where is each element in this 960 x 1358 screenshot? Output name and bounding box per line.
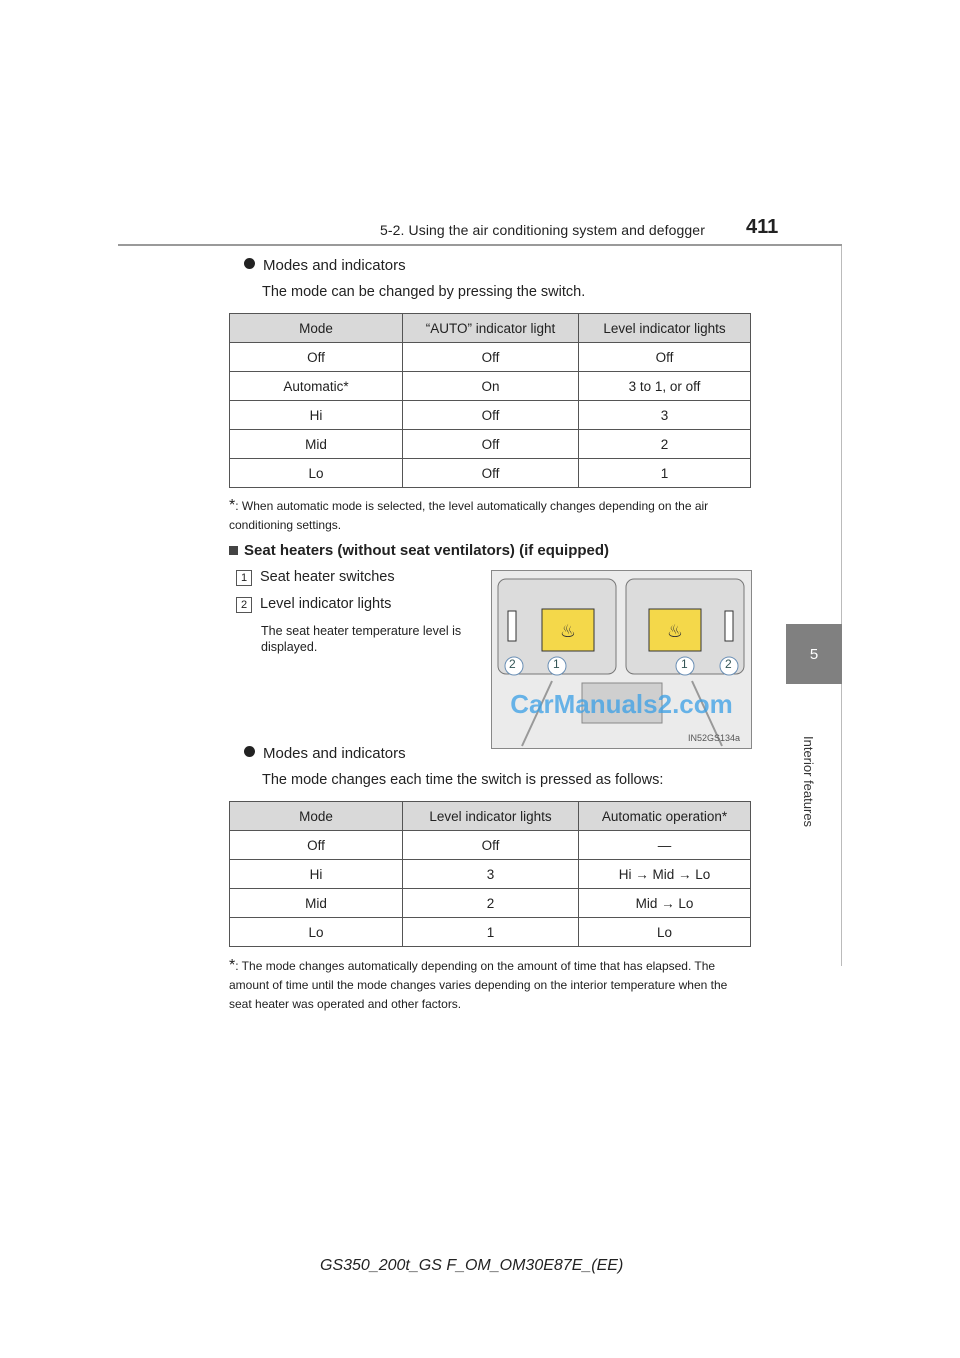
table-cell: Off [403,459,579,488]
table-cell: 3 to 1, or off [579,372,751,401]
table-cell: Off [403,401,579,430]
table-cell: Hi → Mid → Lo [579,860,751,889]
table-cell: Off [230,831,403,860]
square-bullet-icon [229,546,238,555]
table-header-row [230,802,751,831]
item-label: Seat heater switches [260,569,395,585]
bullet-title: Modes and indicators [263,257,406,274]
table-row [230,430,751,459]
table-row [230,401,751,430]
item-level-description: The seat heater temperature level is displayed. [261,624,462,654]
header-rule [118,244,842,246]
footnote-mark: * [229,497,236,514]
table-cell: On [403,372,579,401]
illustration-code: IN52GS134a [688,733,741,743]
callout-label: 2 [509,657,516,671]
table-cell: Hi [230,401,403,430]
chapter-tab[interactable] [786,624,842,684]
table-cell: Mid [230,430,403,459]
callout-label: 1 [553,657,560,671]
callout-number: 2 [236,597,252,613]
watermark: CarManuals2.com [510,689,733,719]
side-divider [841,246,842,966]
heading-text: Seat heaters (without seat ventilators) (if equipped) [244,542,610,559]
table-cell: 1 [403,918,579,947]
footnote-1 [229,496,751,535]
table-header-row [230,314,751,343]
footnote-mark: * [229,957,236,974]
table-cell: Hi [230,860,403,889]
table-cell: Mid → Lo [579,889,751,918]
modes-table-2 [229,801,751,947]
svg-text:♨: ♨ [559,621,577,642]
modes-bullet-1 [244,257,406,274]
table-header: Level indicator lights [579,314,751,343]
item-label: Level indicator lights [260,596,392,612]
table-row [230,918,751,947]
table-cell: Lo [230,459,403,488]
callout-number: 1 [236,570,252,586]
footnote-text: : The mode changes automatically depending on the amount of time that has elapsed. The amount of time until the mode changes varies depending on the interior temperature when the seat heater was operated and other factors. [229,959,728,1011]
table-row [230,372,751,401]
table-cell: 3 [579,401,751,430]
table-row [230,860,751,889]
footnote-text: : When automatic mode is selected, the level automatically changes depending on the air conditioning settings. [229,499,709,532]
table-cell: Off [230,343,403,372]
callout-label: 2 [725,657,732,671]
table-header: Level indicator lights [403,802,579,831]
console-diagram [492,571,751,748]
table-header: “AUTO” indicator light [403,314,579,343]
item-level-indicator-lights [236,596,391,613]
callout-label: 1 [681,657,688,671]
table-cell: 3 [403,860,579,889]
modes-bullet-2 [244,745,406,762]
table-row [230,343,751,372]
chapter-label: Interior features [801,736,816,828]
table-cell: Off [403,831,579,860]
table-header: Automatic operation* [579,802,751,831]
table-row [230,889,751,918]
footnote-2 [229,956,751,1014]
modes-description-2: The mode changes each time the switch is pressed as follows: [262,772,664,788]
seat-heaters-heading [229,542,609,559]
table-row [230,831,751,860]
table-cell: Off [403,430,579,459]
page-number: 411 [746,216,779,238]
item-seat-heater-switches [236,569,395,586]
svg-text:♨: ♨ [666,621,684,642]
table-cell: 2 [403,889,579,918]
chapter-number: 5 [809,645,819,663]
table-cell: Lo [579,918,751,947]
table-cell: 1 [579,459,751,488]
table-row [230,459,751,488]
modes-description-1: The mode can be changed by pressing the switch. [262,284,586,300]
table-cell: 2 [579,430,751,459]
table-cell: Automatic* [230,372,403,401]
modes-table-1 [229,313,751,488]
table-cell: Lo [230,918,403,947]
table-cell: — [579,831,751,860]
table-cell: Mid [230,889,403,918]
bullet-icon [244,746,255,757]
section-header-title: 5-2. Using the air conditioning system and defogger [380,222,705,238]
table-cell: Off [579,343,751,372]
table-header: Mode [230,802,403,831]
table-cell: Off [403,343,579,372]
document-footer: GS350_200t_GS F_OM_OM30E87E_(EE) [320,1257,624,1274]
table-header: Mode [230,314,403,343]
seat-heater-illustration [491,570,752,749]
bullet-title: Modes and indicators [263,745,406,762]
bullet-icon [244,258,255,269]
